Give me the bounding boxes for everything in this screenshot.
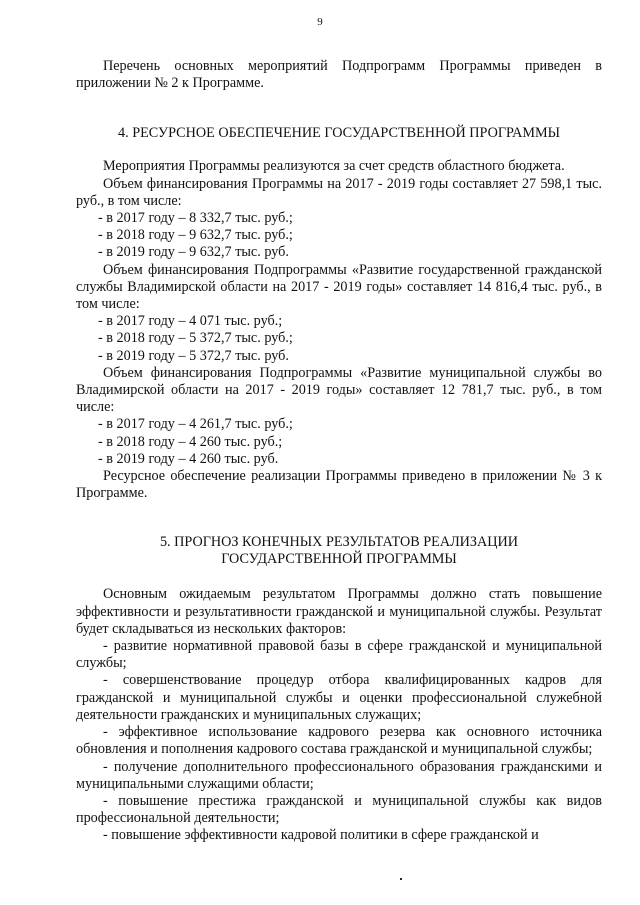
s4-funding-list-2 xyxy=(76,313,602,365)
list-item: - получение дополнительного профессионального образования гражданскими и муниципальными служащими области; xyxy=(76,758,602,792)
list-item: - повышение эффективности кадровой политики в сфере гражданской и xyxy=(103,827,539,844)
intro-paragraph: Перечень основных мероприятий Подпрограмм Программы приведен в приложении № 2 к Программе. xyxy=(76,58,602,92)
scan-speck xyxy=(400,878,402,880)
s4-paragraph-3: Объем финансирования Подпрограммы «Развитие государственной гражданской службы Владимирской области на 2017 - 2019 годы» составляет 14 816,4 тыс. руб., в том числе: xyxy=(76,261,602,313)
s4-funding-list-3 xyxy=(76,416,602,468)
s4-paragraph-1: Мероприятия Программы реализуются за счет средств областного бюджета. xyxy=(103,158,565,175)
s5-factor-list xyxy=(76,638,602,844)
list-item: - в 2018 году – 9 632,7 тыс. руб.; xyxy=(98,227,293,244)
list-item: - в 2019 году – 4 260 тыс. руб. xyxy=(98,450,279,467)
page-number: 9 xyxy=(317,16,323,28)
list-item: - в 2018 году – 5 372,7 тыс. руб.; xyxy=(98,330,293,347)
s5-paragraph-1: Основным ожидаемым результатом Программы должно стать повышение эффективности и результативности гражданской и муниципальной службы. Результат будет складываться из нескольких факторов: xyxy=(76,586,602,637)
list-item: - повышение престижа гражданской и муниципальной службы как видов профессиональной деятельности; xyxy=(76,792,602,827)
list-item: - в 2017 году – 4 261,7 тыс. руб.; xyxy=(98,416,293,433)
list-item: - совершенствование процедур отбора квалифицированных кадров для гражданской и муниципальной службы и оценки профессиональной служебной деятельности гражданских и муниципальных служащих; xyxy=(76,672,602,723)
s4-funding-list-1 xyxy=(76,210,602,262)
section-5-heading-line-1: 5. ПРОГНОЗ КОНЕЧНЫХ РЕЗУЛЬТАТОВ РЕАЛИЗАЦИИ xyxy=(159,534,519,551)
s4-paragraph-2: Объем финансирования Программы на 2017 - 2019 годы составляет 27 598,1 тыс. руб., в том числе: xyxy=(76,175,602,209)
page-content xyxy=(76,58,602,845)
section-4-heading: 4. РЕСУРСНОЕ ОБЕСПЕЧЕНИЕ ГОСУДАРСТВЕННОЙ ПРОГРАММЫ xyxy=(118,125,560,142)
list-item: - в 2019 году – 9 632,7 тыс. руб. xyxy=(98,244,289,261)
list-item: - в 2017 году – 4 071 тыс. руб.; xyxy=(98,313,283,330)
list-item: - в 2019 году – 5 372,7 тыс. руб. xyxy=(98,347,289,364)
s4-paragraph-5: Ресурсное обеспечение реализации Программы приведено в приложении № 3 к Программе. xyxy=(76,468,602,502)
list-item: - эффективное использование кадрового резерва как основного источника обновления и пополнения кадрового состава гражданской и муниципальной службы; xyxy=(76,724,602,758)
list-item: - в 2017 году – 8 332,7 тыс. руб.; xyxy=(98,210,293,227)
list-item: - в 2018 году – 4 260 тыс. руб.; xyxy=(98,433,283,450)
section-5-heading-line-2: ГОСУДАРСТВЕННОЙ ПРОГРАММЫ xyxy=(221,551,457,568)
section-5-heading xyxy=(76,534,602,568)
s4-paragraph-4: Объем финансирования Подпрограммы «Развитие муниципальной службы во Владимирской области на 2017 - 2019 годы» составляет 12 781,7 тыс. руб., в том числе: xyxy=(76,364,602,416)
list-item: - развитие нормативной правовой базы в сфере гражданской и муниципальной службы; xyxy=(76,638,602,672)
